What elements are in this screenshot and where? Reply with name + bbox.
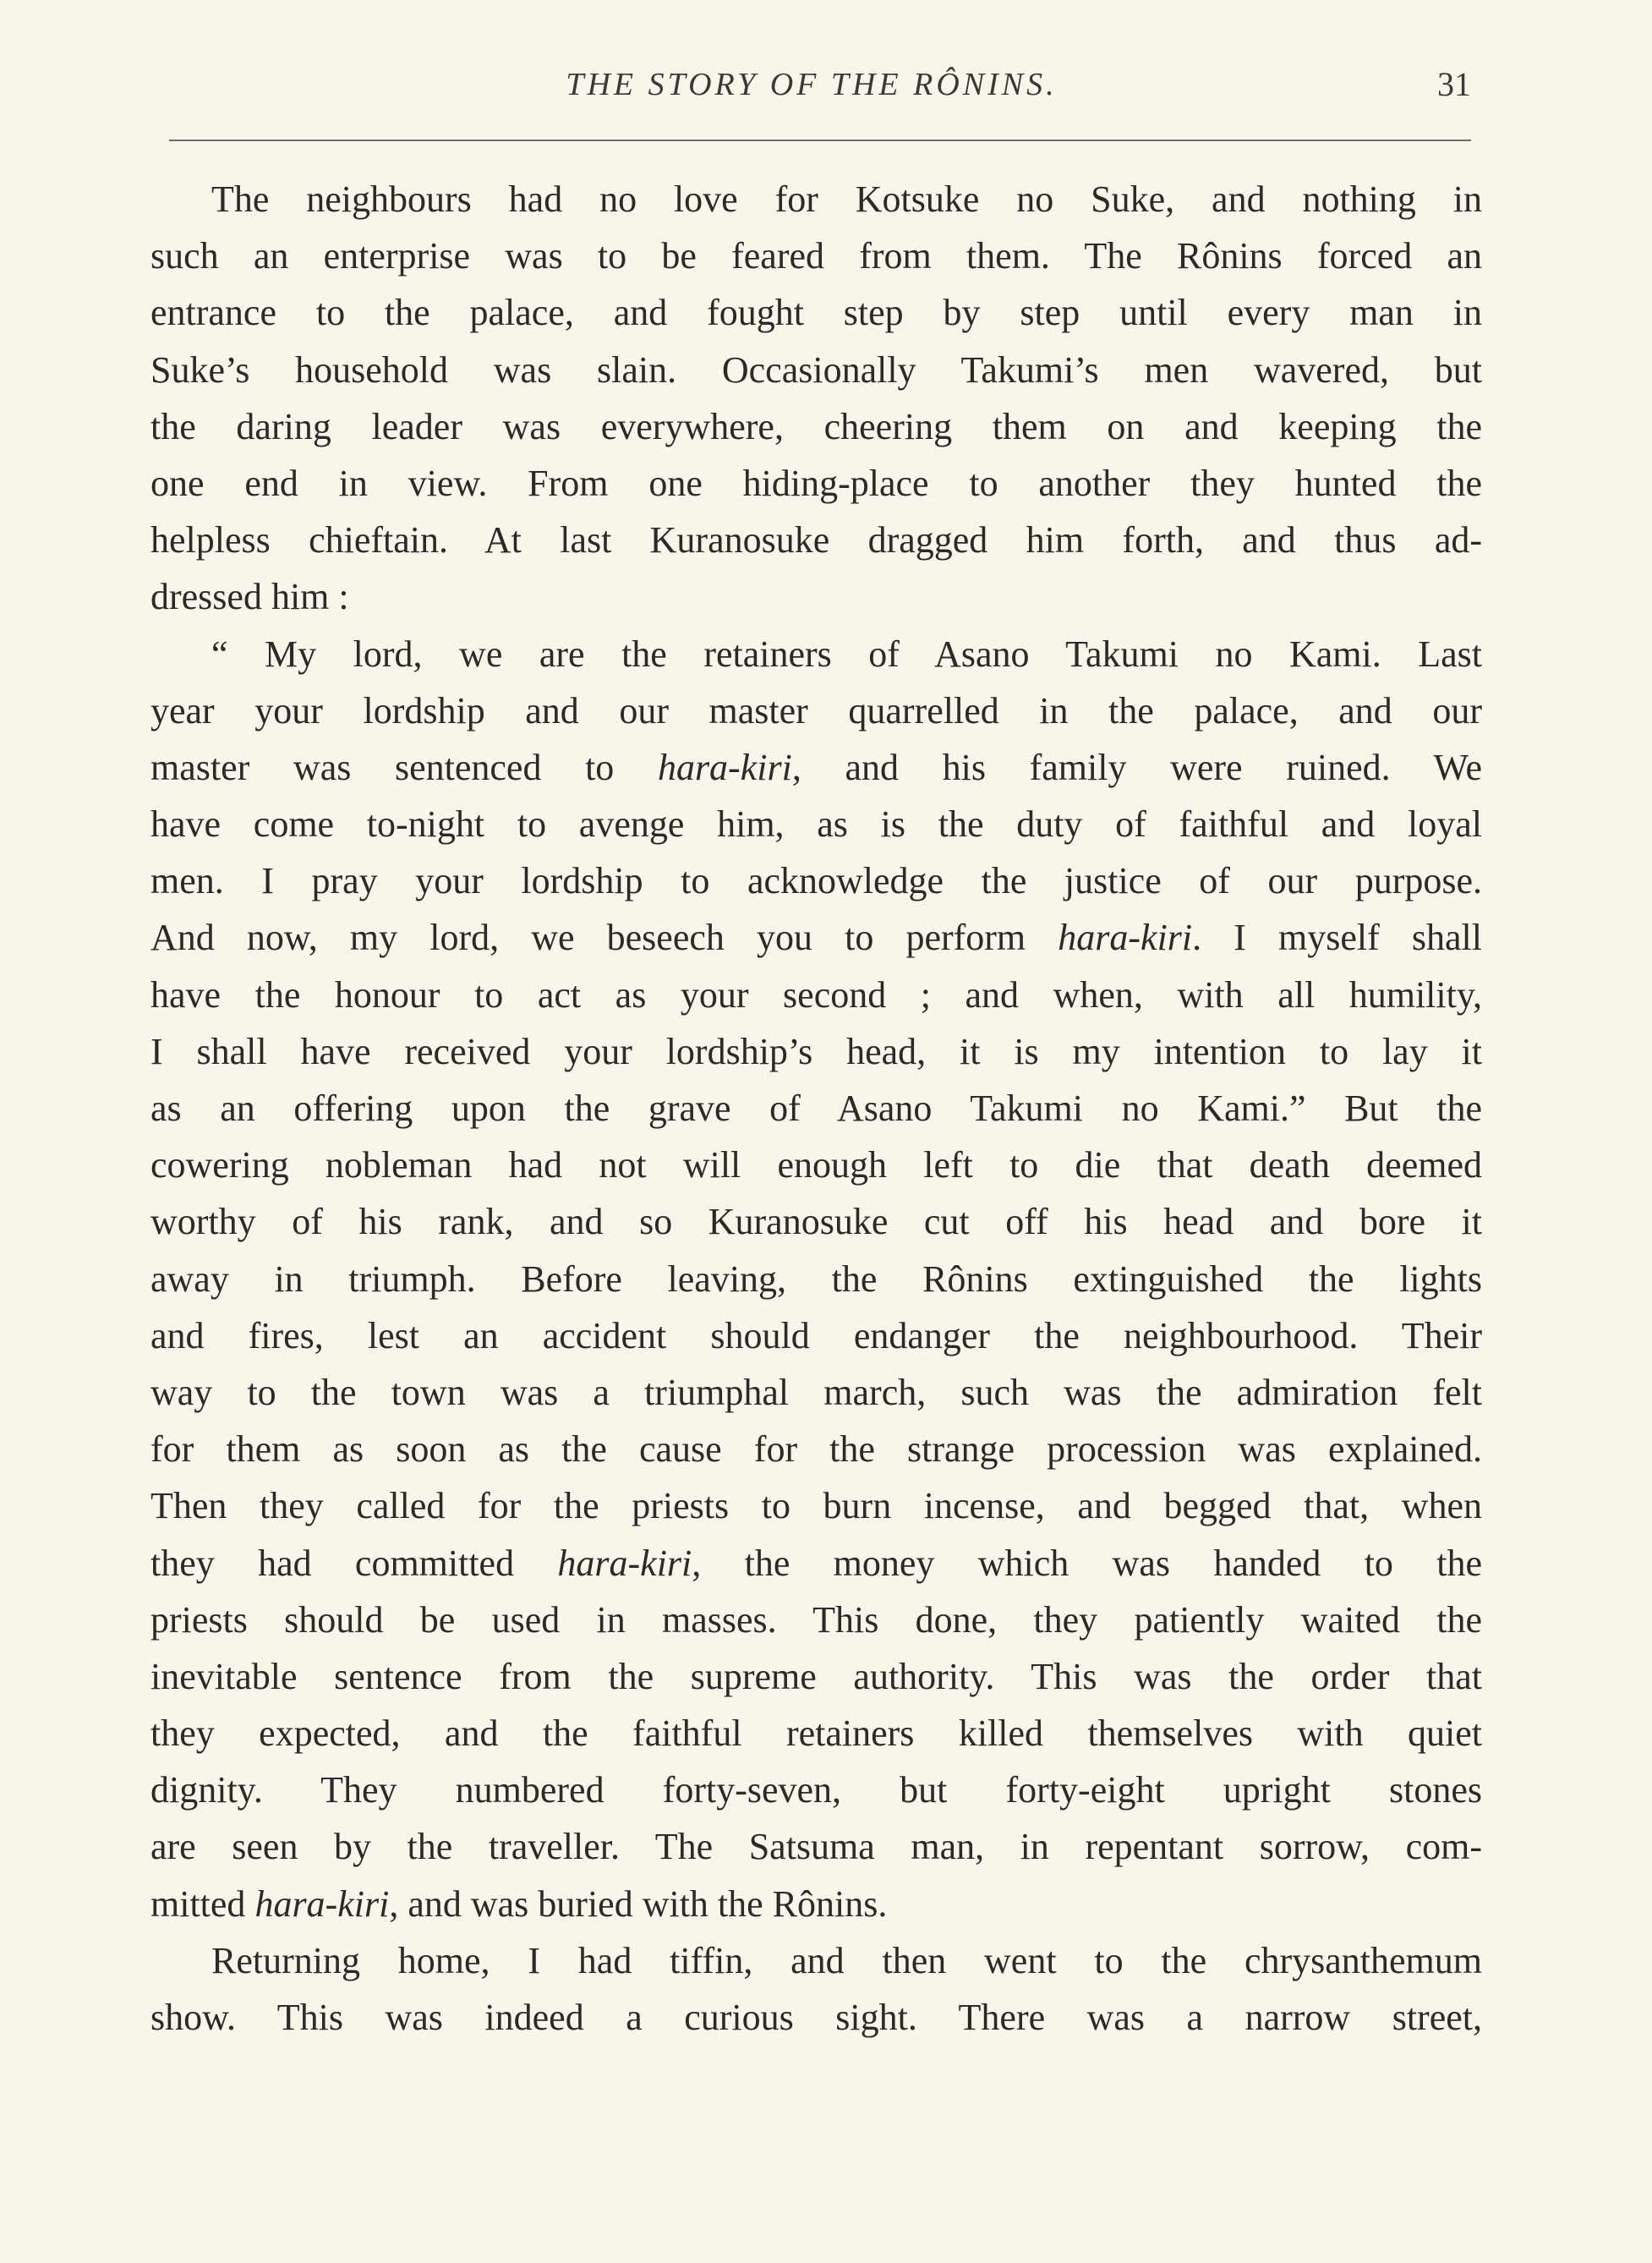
line-text: are seen by the traveller. The Satsuma man, in repentant sorrow, com- [150, 1826, 1482, 1868]
line-text: Then they called for the priests to burn incense, and begged that, when [150, 1485, 1482, 1527]
text-line [150, 398, 1482, 455]
line-text: Suke’s household was slain. Occasionally Takumi’s men wavered, but [150, 348, 1482, 391]
line-text: for them as soon as the cause for the strange procession was explained. [150, 1428, 1482, 1471]
running-title: THE STORY OF THE RÔNINS. [566, 67, 1058, 102]
line-text: such an enterprise was to be feared from them. The Rônins forced an [150, 235, 1482, 277]
line-text: worthy of his rank, and so Kuranosuke cut off his head and bore it [150, 1201, 1482, 1243]
text-line [150, 796, 1482, 852]
line-text: men. I pray your lordship to acknowledge the justice of our purpose. [150, 860, 1482, 902]
text-line [150, 1364, 1482, 1421]
line-text: one end in view. From one hiding-place to another they hunted the [150, 462, 1482, 504]
text-line [150, 1535, 1482, 1592]
line-text: The neighbours had no love for Kotsuke no Suke, and nothing in [211, 178, 1482, 220]
text-line [150, 1648, 1482, 1705]
text-line [150, 1762, 1482, 1818]
line-text: dignity. They numbered forty-seven, but forty-eight upright stones [150, 1769, 1482, 1811]
line-text: show. This was indeed a curious sight. There was a narrow street, [150, 1997, 1482, 2038]
line-text: cowering nobleman had not will enough left to die that death deemed [150, 1144, 1482, 1186]
text-line [150, 1592, 1482, 1648]
line-text-after: , and his family were ruined. We [791, 746, 1482, 788]
text-line [150, 852, 1482, 909]
text-line [150, 1421, 1482, 1477]
text-line [150, 1023, 1482, 1080]
text-line [150, 1137, 1482, 1193]
text-line [150, 1818, 1482, 1875]
line-text: I shall have received your lordship’s head, it is my intention to lay it [150, 1030, 1482, 1072]
italic-term: hara-kiri [557, 1542, 692, 1584]
line-text: helpless chieftain. At last Kuranosuke dragged him forth, and thus ad- [150, 519, 1482, 562]
line-text-after: . I myself shall [1192, 917, 1482, 959]
line-text: priests should be used in masses. This done, they patiently waited the [150, 1598, 1482, 1641]
line-text: mitted [150, 1882, 255, 1925]
page-number: 31 [1437, 65, 1471, 103]
text-line [150, 455, 1482, 512]
line-text: the daring leader was everywhere, cheering them on and keeping the [150, 405, 1482, 447]
header-rule [169, 140, 1471, 141]
running-head [152, 58, 1471, 108]
line-text: And now, my lord, we beseech you to perform [150, 917, 1058, 959]
text-line [150, 626, 1482, 682]
line-text: Returning home, I had tiffin, and then went to the chrysanthemum [211, 1939, 1482, 1981]
text-line [150, 909, 1482, 966]
line-text: they expected, and the faithful retainers killed themselves with quiet [150, 1712, 1482, 1755]
text-line [150, 967, 1482, 1023]
italic-term: hara-kiri [254, 1882, 390, 1925]
line-text: and fires, lest an accident should endanger the neighbourhood. Their [150, 1314, 1482, 1356]
line-text: as an offering upon the grave of Asano Takumi no Kami.” But the [150, 1088, 1482, 1129]
text-line [150, 739, 1482, 796]
line-text-after: , and was buried with the Rônins. [389, 1882, 888, 1925]
text-line [150, 568, 1482, 625]
line-text: inevitable sentence from the supreme authority. This was the order that [150, 1655, 1482, 1697]
italic-term: hara-kiri [1058, 917, 1193, 959]
text-line [150, 1989, 1482, 2046]
line-text: entrance to the palace, and fought step by step until every man in [150, 292, 1482, 334]
line-text: year your lordship and our master quarrelled in the palace, and our [150, 689, 1482, 732]
text-line [150, 1477, 1482, 1534]
line-text: dressed him : [150, 576, 349, 618]
line-text: way to the town was a triumphal march, such was the admiration felt [150, 1371, 1482, 1413]
text-line [150, 227, 1482, 284]
text-line [150, 1705, 1482, 1762]
text-line [150, 1932, 1482, 1989]
text-line [150, 342, 1482, 398]
text-line [150, 1876, 1482, 1932]
text-line [150, 1080, 1482, 1137]
text-line [150, 512, 1482, 568]
text-line [150, 284, 1482, 341]
line-text: master was sentenced to [150, 746, 658, 788]
line-text-after: , the money which was handed to the [692, 1542, 1482, 1584]
line-text: have come to-night to avenge him, as is the duty of faithful and loyal [150, 803, 1482, 846]
line-text: they had committed [150, 1542, 558, 1584]
text-line [150, 682, 1482, 739]
text-line [150, 1251, 1482, 1307]
text-line [150, 1193, 1482, 1250]
text-line [150, 1307, 1482, 1364]
line-text: “ My lord, we are the retainers of Asano Takumi no Kami. Last [211, 633, 1482, 675]
body-text [150, 171, 1482, 2046]
line-text: away in triumph. Before leaving, the Rônins extinguished the lights [150, 1258, 1482, 1300]
italic-term: hara-kiri [657, 746, 792, 788]
line-text: have the honour to act as your second ; and when, with all humility, [150, 973, 1482, 1016]
text-line [150, 171, 1482, 227]
